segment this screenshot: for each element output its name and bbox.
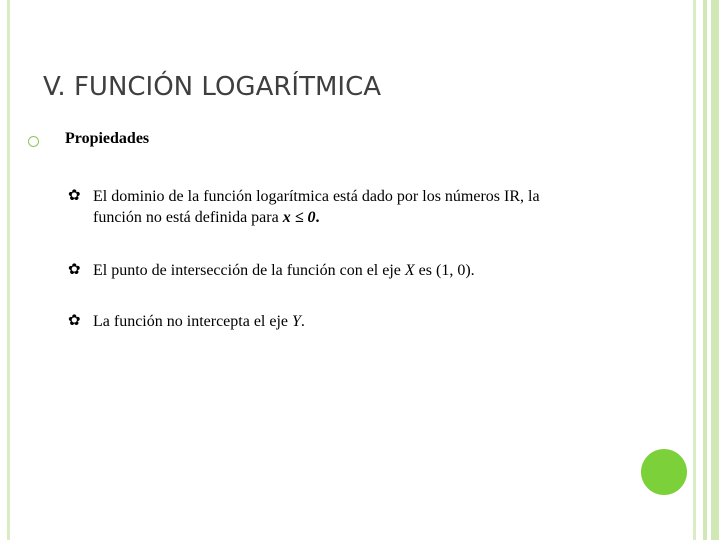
math-expression: x ≤ 0 <box>282 209 316 226</box>
axis-label: Y <box>292 313 301 330</box>
section-heading <box>28 130 149 148</box>
bullet-text: función no está definida para <box>93 209 283 226</box>
left-border-line <box>7 0 10 540</box>
green-circle-icon <box>641 449 687 495</box>
bullet-text: El punto de intersección de la función con el eje <box>93 262 405 279</box>
flower-bullet-icon: ✿ <box>68 188 81 204</box>
ring-bullet-icon <box>28 136 39 147</box>
list-item-text <box>93 311 613 332</box>
list-item <box>68 311 613 332</box>
right-border-line <box>711 0 719 540</box>
flower-bullet-icon: ✿ <box>68 313 81 329</box>
list-item <box>68 186 613 228</box>
bullet-line: El dominio de la función logarítmica está dado por los números IR, la <box>93 188 540 205</box>
flower-bullet-icon: ✿ <box>68 262 81 278</box>
list-item-text <box>93 186 613 228</box>
axis-label: X <box>404 262 415 279</box>
bullet-text: . <box>300 313 305 330</box>
list-item <box>68 260 613 281</box>
bullet-text: La función no intercepta el eje <box>93 313 293 330</box>
bullet-text: . <box>315 209 320 226</box>
section-label: Propiedades <box>65 130 150 147</box>
slide-title: V. FUNCIÓN LOGARÍTMICA <box>43 72 382 102</box>
bullet-text: es (1, 0). <box>414 262 475 279</box>
list-item-text <box>93 260 613 281</box>
right-border-line <box>693 0 696 540</box>
